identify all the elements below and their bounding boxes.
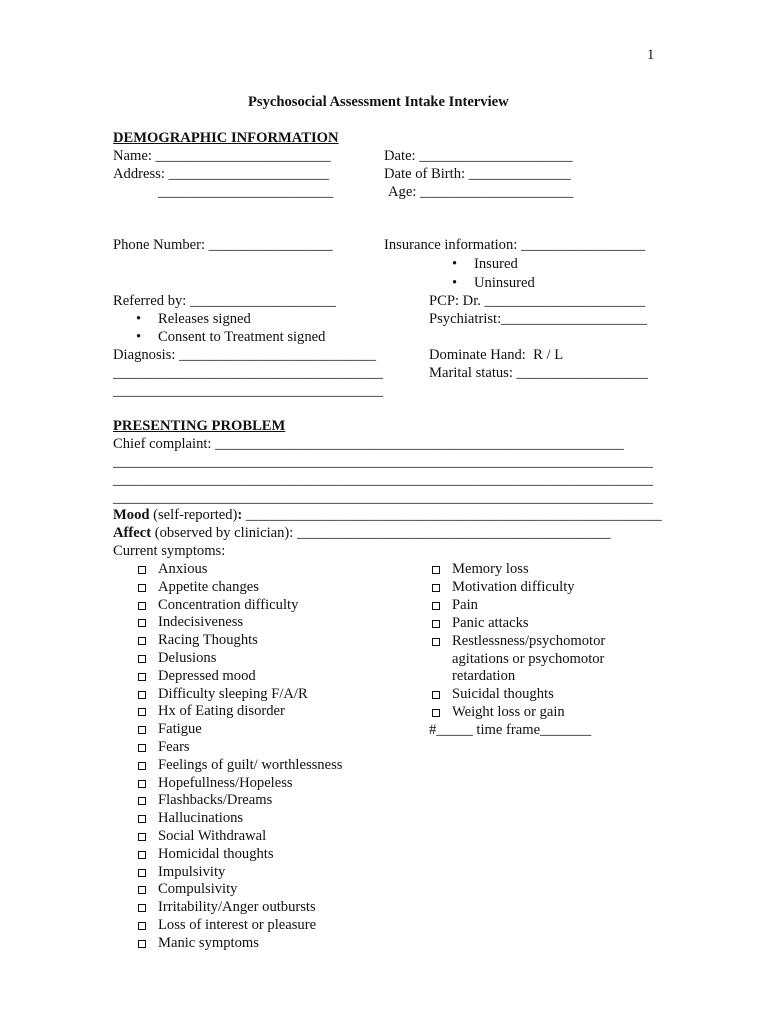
referred-field[interactable]: Referred by: ____________________ <box>113 293 336 309</box>
symptom-label: Suicidal thoughts <box>452 686 554 703</box>
symptom-item[interactable] <box>158 774 293 792</box>
mood-qualifier: (self-reported) <box>149 507 238 523</box>
symptom-item[interactable] <box>158 578 259 596</box>
symptom-item[interactable] <box>158 685 308 703</box>
symptom-item[interactable] <box>452 703 565 721</box>
insurance-field[interactable]: Insurance information: _________________ <box>384 237 646 253</box>
diagnosis-field-line2[interactable]: _____________________________________ <box>113 365 383 381</box>
date-field[interactable]: Date: _____________________ <box>384 148 573 164</box>
address-field-line2[interactable]: ________________________ <box>158 184 334 200</box>
symptom-item[interactable] <box>158 809 243 827</box>
symptom-item[interactable] <box>452 596 478 614</box>
symptom-label: Panic attacks <box>452 614 529 631</box>
phone-field[interactable]: Phone Number: _________________ <box>113 237 333 253</box>
symptom-item[interactable] <box>158 898 316 916</box>
mood-colon: : <box>237 507 243 523</box>
symptom-label: Delusions <box>158 650 217 666</box>
symptom-item[interactable] <box>452 667 515 685</box>
symptom-item[interactable] <box>158 702 285 720</box>
checkbox-icon[interactable] <box>432 638 440 646</box>
checkbox-icon[interactable] <box>138 691 146 699</box>
mood-line[interactable]: _________________________________________________________ <box>242 507 662 523</box>
checkbox-icon[interactable] <box>432 620 440 628</box>
symptom-label: Pain <box>452 596 478 613</box>
demographic-heading: DEMOGRAPHIC INFORMATION <box>113 130 339 146</box>
consent-signed-item[interactable]: • Consent to Treatment signed <box>158 328 325 346</box>
presenting-heading: PRESENTING PROBLEM <box>113 418 286 434</box>
symptom-item[interactable] <box>158 845 274 863</box>
symptom-item[interactable] <box>158 631 258 649</box>
checkbox-icon[interactable] <box>138 922 146 930</box>
symptom-item[interactable] <box>452 614 529 632</box>
checkbox-icon[interactable] <box>138 904 146 912</box>
symptom-label: Fatigue <box>158 721 202 738</box>
symptom-item[interactable] <box>158 596 298 614</box>
checkbox-icon[interactable] <box>138 708 146 716</box>
affect-line[interactable]: (observed by clinician): ___________________________________________ <box>151 525 611 541</box>
symptom-item[interactable] <box>158 916 316 934</box>
symptom-label: Anxious <box>158 561 208 577</box>
affect-label: Affect <box>113 525 152 541</box>
page-title: Psychosocial Assessment Intake Interview <box>248 94 509 110</box>
mood-field[interactable] <box>113 506 662 524</box>
checkbox-icon[interactable] <box>138 886 146 894</box>
symptom-label: Manic symptoms <box>158 934 259 951</box>
checkbox-icon[interactable] <box>138 869 146 877</box>
symptom-item[interactable] <box>452 650 604 668</box>
symptom-item[interactable] <box>452 685 554 703</box>
symptom-label: Fears <box>158 739 190 755</box>
symptom-item[interactable] <box>158 756 342 774</box>
symptom-label: Irritability/Anger outbursts <box>158 899 316 916</box>
symptom-label: Hx of Eating disorder <box>158 703 285 720</box>
checkbox-icon[interactable] <box>138 940 146 948</box>
symptom-item[interactable] <box>158 613 243 631</box>
marital-status-field[interactable]: Marital status: __________________ <box>429 365 648 381</box>
checkbox-icon[interactable] <box>138 744 146 752</box>
symptom-item[interactable] <box>158 934 259 952</box>
checkbox-icon[interactable] <box>432 691 440 699</box>
mood-label: Mood <box>113 507 150 523</box>
symptom-label: Weight loss or gain <box>452 704 565 721</box>
chief-complaint-line3[interactable]: __________________________________________________________________________ <box>113 490 653 506</box>
pcp-field[interactable]: PCP: Dr. ______________________ <box>429 293 646 309</box>
symptom-label: agitations or psychomotor <box>452 650 605 667</box>
insured-option[interactable]: • Insured <box>474 255 518 273</box>
symptom-item[interactable] <box>158 560 207 578</box>
symptom-label: Compulsivity <box>158 881 238 898</box>
symptom-item[interactable] <box>452 560 529 578</box>
checkbox-icon[interactable] <box>432 584 440 592</box>
symptom-label: Feelings of guilt/ worthlessness <box>158 756 343 773</box>
symptom-label: Flashbacks/Dreams <box>158 792 273 809</box>
uninsured-option[interactable]: • Uninsured <box>474 274 535 292</box>
checkbox-icon[interactable] <box>138 637 146 645</box>
age-field[interactable]: Age: _____________________ <box>388 184 574 200</box>
diagnosis-field-line3[interactable]: _____________________________________ <box>113 383 383 399</box>
symptom-label: Depressed mood <box>158 667 256 684</box>
diagnosis-field[interactable]: Diagnosis: ___________________________ <box>113 347 377 363</box>
dob-field[interactable]: Date of Birth: ______________ <box>384 166 571 182</box>
releases-signed-item[interactable]: • Releases signed <box>158 310 251 328</box>
symptom-label: Impulsivity <box>158 863 226 880</box>
checkbox-icon[interactable] <box>138 762 146 770</box>
checkbox-icon[interactable] <box>138 619 146 627</box>
symptom-item[interactable] <box>158 720 202 738</box>
symptom-item[interactable] <box>452 632 605 650</box>
symptom-item[interactable] <box>452 578 575 596</box>
checkbox-icon[interactable] <box>138 673 146 681</box>
chief-complaint-line2[interactable]: __________________________________________________________________________ <box>113 472 653 488</box>
symptom-label: Hallucinations <box>158 810 244 827</box>
symptom-label: Concentration difficulty <box>158 596 299 613</box>
symptom-item[interactable] <box>158 863 225 881</box>
symptom-label: Difficulty sleeping F/A/R <box>158 685 308 702</box>
symptom-label: retardation <box>452 668 516 685</box>
checkbox-icon[interactable] <box>138 566 146 574</box>
dominant-hand-field[interactable]: Dominate Hand: R / L <box>429 347 564 363</box>
checkbox-icon[interactable] <box>138 851 146 859</box>
checkbox-icon[interactable] <box>138 815 146 823</box>
checkbox-icon[interactable] <box>432 566 440 574</box>
symptom-label: Restlessness/psychomotor <box>452 632 606 649</box>
symptom-label: Homicidal thoughts <box>158 845 274 862</box>
page-number: 1 <box>647 47 655 63</box>
checkbox-icon[interactable] <box>138 726 146 734</box>
chief-complaint-line1[interactable]: __________________________________________________________________________ <box>113 454 653 470</box>
symptom-item[interactable] <box>158 827 266 845</box>
address-field[interactable]: Address: ______________________ <box>113 166 330 182</box>
name-field[interactable]: Name: ________________________ <box>113 148 331 164</box>
checkbox-icon[interactable] <box>138 797 146 805</box>
checkbox-icon[interactable] <box>138 584 146 592</box>
symptom-label: Motivation difficulty <box>452 578 575 595</box>
checkbox-icon[interactable] <box>138 602 146 610</box>
symptom-item[interactable] <box>158 880 237 898</box>
symptom-item[interactable] <box>158 791 272 809</box>
symptom-label: Hopefullness/Hopeless <box>158 774 293 791</box>
psychiatrist-field[interactable]: Psychiatrist:____________________ <box>429 311 648 327</box>
symptom-label: Memory loss <box>452 561 529 577</box>
symptom-item[interactable] <box>158 649 216 667</box>
symptom-label: Indecisiveness <box>158 614 244 631</box>
checkbox-icon[interactable] <box>432 709 440 717</box>
symptom-label: Racing Thoughts <box>158 632 258 649</box>
checkbox-icon[interactable] <box>432 602 440 610</box>
symptom-item[interactable] <box>158 738 190 756</box>
affect-field[interactable] <box>113 524 611 542</box>
time-frame-field[interactable]: #_____ time frame_______ <box>429 722 592 738</box>
current-symptoms-label: Current symptoms: <box>113 543 226 559</box>
checkbox-icon[interactable] <box>138 780 146 788</box>
checkbox-icon[interactable] <box>138 655 146 663</box>
symptom-item[interactable] <box>158 667 256 685</box>
symptom-label: Social Withdrawal <box>158 828 267 844</box>
chief-complaint-field[interactable]: Chief complaint: ________________________________________________________ <box>113 436 624 452</box>
symptom-label: Appetite changes <box>158 578 259 595</box>
symptom-label: Loss of interest or pleasure <box>158 917 317 933</box>
checkbox-icon[interactable] <box>138 833 146 841</box>
